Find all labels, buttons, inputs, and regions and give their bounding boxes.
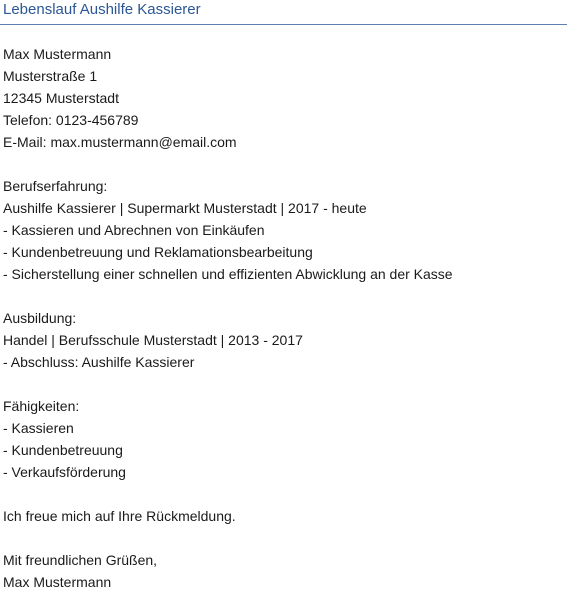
- spacer: [3, 153, 563, 175]
- experience-position: Aushilfe Kassierer | Supermarkt Musterstadt | 2017 - heute: [3, 200, 367, 216]
- experience-item: - Sicherstellung einer schnellen und effizienten Abwicklung an der Kasse: [3, 266, 453, 282]
- spacer: [3, 527, 563, 549]
- spacer: [3, 285, 563, 307]
- education-program: Handel | Berufsschule Musterstadt | 2013 - 2017: [3, 332, 303, 348]
- education-section: [3, 307, 563, 373]
- education-heading: Ausbildung:: [3, 310, 77, 326]
- closing-greeting: Mit freundlichen Grüßen,: [3, 552, 158, 568]
- contact-phone: Telefon: 0123-456789: [3, 112, 139, 128]
- title-divider: [0, 24, 567, 25]
- skill-item: - Kassieren: [3, 420, 74, 436]
- experience-item: - Kundenbetreuung und Reklamationsbearbeitung: [3, 244, 313, 260]
- skills-section: [3, 395, 563, 483]
- experience-section: [3, 175, 563, 285]
- education-item: - Abschluss: Aushilfe Kassierer: [3, 354, 195, 370]
- closing-note: Ich freue mich auf Ihre Rückmeldung.: [3, 508, 236, 524]
- contact-street: Musterstraße 1: [3, 68, 98, 84]
- skill-item: - Kundenbetreuung: [3, 442, 123, 458]
- signature-name: Max Mustermann: [3, 574, 112, 590]
- skills-heading: Fähigkeiten:: [3, 398, 80, 414]
- contact-city: 12345 Musterstadt: [3, 90, 119, 106]
- contact-name: Max Mustermann: [3, 46, 112, 62]
- experience-heading: Berufserfahrung:: [3, 178, 108, 194]
- document-title: Lebenslauf Aushilfe Kassierer: [3, 1, 201, 18]
- experience-item: - Kassieren und Abrechnen von Einkäufen: [3, 222, 265, 238]
- contact-block: [3, 43, 563, 153]
- contact-email: E-Mail: max.mustermann@email.com: [3, 134, 237, 150]
- spacer: [3, 373, 563, 395]
- spacer: [3, 483, 563, 505]
- skill-item: - Verkaufsförderung: [3, 464, 126, 480]
- signature-block: [3, 549, 563, 593]
- document-body: [3, 43, 563, 593]
